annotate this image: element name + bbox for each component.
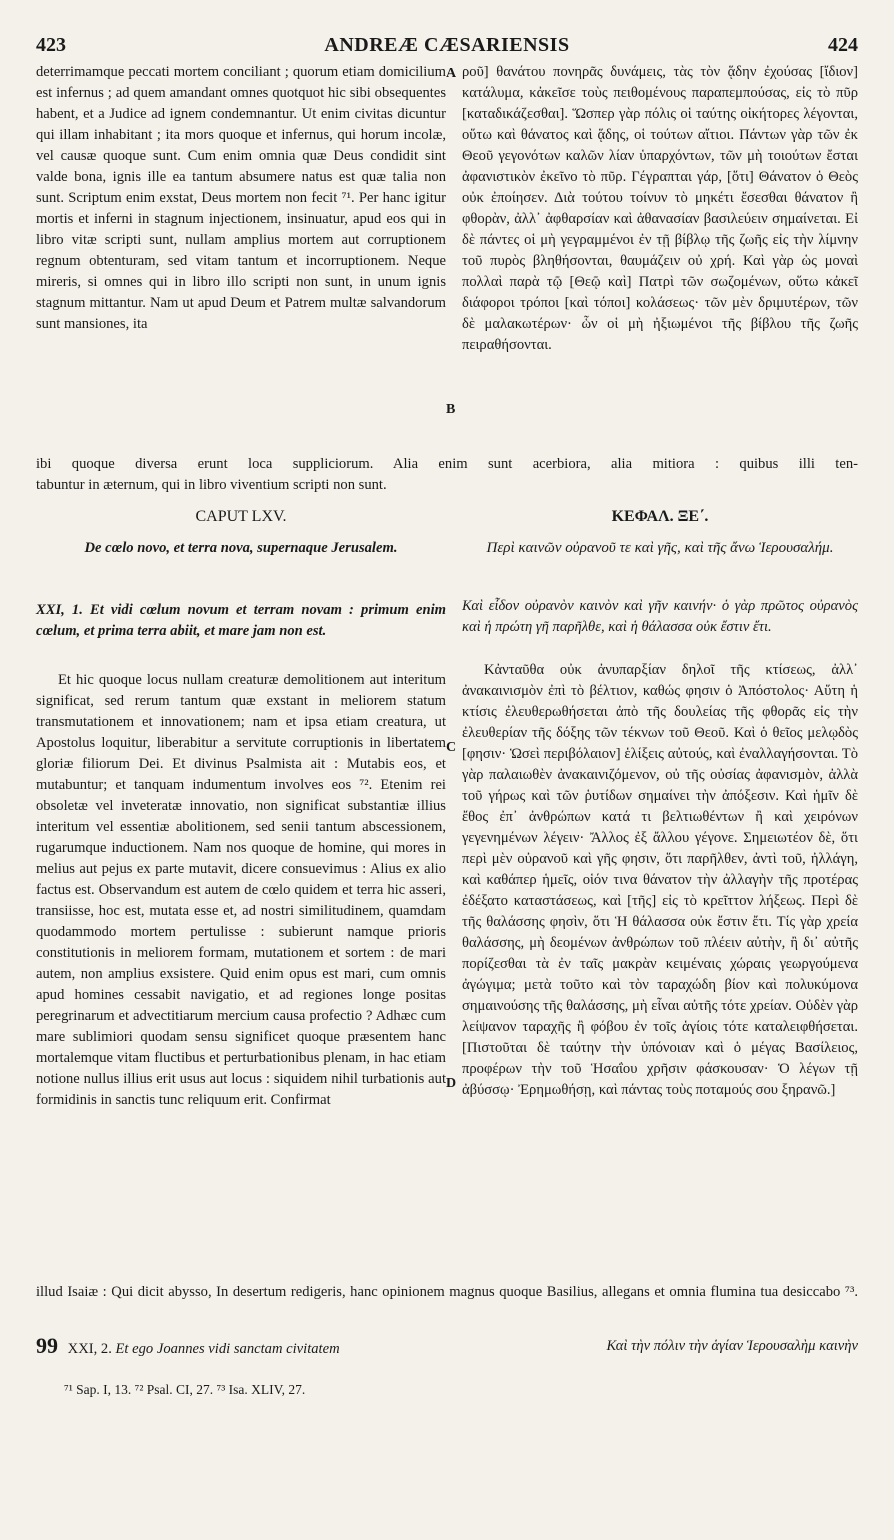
chapter-subtitle-greek: Περὶ καινῶν οὐρανοῦ τε καὶ γῆς, καὶ τῆς ἄνω Ἱερουσαλήμ. — [486, 540, 834, 556]
greek-paragraph: ροῦ] θανάτου πονηρᾶς δυνάμεις, τὰς τὸν ᾅδην ἐχούσας [ἴδιον] κατάλυμα, κἀκεῖσε τοὺς πειθομένους παραπεμπούσας, εἰς τὸ πῦρ [καταδικάζεσθαι]. Ὥσπερ γὰρ πόλις οἱ ταύτης οἰκήτορες λέγονται, οὕτω καὶ θάνατος καὶ ᾅδης, οἱ τούτων αἴτιοι. Πάντων γὰρ τῶν ἐκ Θεοῦ γεγονότων καλῶν λίαν ὑπαρχόντων, τῶν μὴ τοιούτων ἔσται ἀφανιστικὸν ἐκεῖνο τὸ πῦρ. Γέγραπται γάρ, [ὅτι] Θάνατον ὁ Θεὸς οὐκ ἐποίησεν. Διὰ τούτου τοίνυν τὸ μηκέτι ἔσεσθαι θάνατον ἢ φθορὰν, ἀλλ᾽ ἀφθαρσίαν καὶ ἀθανασίαν βασιλεύειν σημαίνεται. Εἰ δὲ πάντες οἱ μὴ γεγραμμένοι ἐν τῇ βίβλῳ τῆς ζωῆς εἰς τὴν λίμνην τοῦ πυρὸς βληθήσονται, θαυμάζειν οὐ χρή. Καὶ γὰρ ὡς μοναὶ πολλαὶ παρὰ τῷ [Θεῷ καὶ] Πατρὶ τῶν σωζομένων, οὕτω κἀκεῖ διάφοροι τρόποι [καὶ τόποι] κολάσεως· τῶν μὲν δριμυτέρων, τῶν δὲ μαλακωτέρων· ὧν οἱ μὴ ἠξιωμένοι τῆς βίβλου τῆς ζωῆς πειραθήσονται. — [462, 64, 858, 353]
latin-column-top — [36, 62, 446, 335]
full-width-line: illud Isaiæ : Qui dicit abysso, In desertum redigeris, hanc opinionem magnus quoque Basilius, allegans et omnia flumina tua desiccabo ⁷³. — [36, 1284, 858, 1300]
lemma-latin: XXI, 1. Et vidi cœlum novum et terram novam : primum enim cœlum, et prima terra abiit, et mare jam non est. — [36, 602, 446, 639]
verse-latin — [36, 1334, 446, 1361]
full-width-line: ibi quoque diversa erunt loca suppliciorum. Alia enim sunt acerbiora, alia mitiora : quibus illi ten- — [36, 456, 858, 472]
chapter-heading-latin: CAPUT LXV. — [195, 508, 287, 525]
greek-column-body — [462, 660, 858, 1101]
chapter-subtitle-latin: De cœlo novo, et terra nova, supernaque Jerusalem. — [84, 540, 398, 556]
verse-text: Et ego Joannes vidi sanctam civitatem — [115, 1341, 340, 1357]
page-header — [36, 34, 858, 60]
lemma-greek: Καὶ εἶδον οὐρανὸν καινὸν καὶ γῆν καινήν· ὁ γὰρ πρῶτος οὐρανὸς καὶ ἡ πρώτη γῆ παρῆλθε, καὶ ἡ θάλασσα οὐκ ἔστιν ἔτι. — [462, 598, 858, 635]
latin-paragraph: Et hic quoque locus nullam creaturæ demolitionem aut interitum significat, sed rerum tantum quæ exstant in meliorem statum transmutationem et innovationem; nam et ipsa etiam creatura, ut Apostolus loquitur, liberabitur a servitute corruptionis in libertatem gloriæ filiorum Dei. Et divinus Psalmista ait : Mutabis eos, et mutabuntur; et tanquam indumentum involves eos ⁷². Etenim rei obsoletæ vel inveteratæ innovatio, non significat substantiæ illius interitum vel essentiæ abolitionem, sed senii tantum abscessionem, rugarumque inductionem. Nam nos quoque de homine, qui mores in melius aut pejus ex parte mutavit, dicere consuevimus : Alius ex alio factus est. Observandum est autem de cœlo quidem et terra hic asseri, transiisse, hoc est, mutata esse et, ad nostri similitudinem, quamdam quodammodo mortem pertulisse : subierunt namque prioris constitutionis in meliorem formam, mutationem et sortem : de mari autem, non amplius exsistere. Quid enim opus est mari, cum omnis apud homines cessabit navigatio, et ad regiones longe positas peregrinarum et advectitiarum mercium causa profectio ? Adhæc cum mare sublimiori quodam sensu significet quoque præsentem hanc mortalemque vitam fluctibus et perturbationibus plenam, in hac etiam notione nullus illius erit usus aut locus : siquidem nihil turbationis aut formidinis in sanctis tunc reliquum erit. Confirmat — [36, 672, 446, 1108]
latin-paragraph: deterrimamque peccati mortem conciliant ; quorum etiam domicilium est infernus ; ad quem amandant omnes quotquot hic sibi obsequentes habent, et a Judice ad ignem condemnantur. Ut enim civitas dicuntur qui illam inhabitant ; ita mors quoque et infernus, qui horum incolæ, vel causæ quoque sunt. Cum enim omnia quæ Deus condidit sint valde bona, ignis ille ea tantum absumere natus est quæ talia non sunt. Scriptum enim exstat, Deus mortem non fecit ⁷¹. Per hanc igitur mortis et inferni in stagnum injectionem, insinuatur, apud eos qui in libro vitæ scripti sunt, nullam amplius mortem aut corruptionem regnum obtenturam, sed vitam tantum et incorruptionem. Neque mireris, si omnes qui in libro illo scripti non sunt, in unum ignis stagnum mittantur. Nam ut apud Deum et Patrem multæ salvandorum sunt mansiones, ita — [36, 64, 446, 332]
page-number-left: 423 — [36, 34, 66, 56]
margin-letter-c: C — [446, 740, 457, 755]
running-title: ANDREÆ CÆSARIENSIS — [324, 34, 570, 56]
margin-letter-a: A — [446, 66, 457, 81]
page-number-right: 424 — [828, 34, 858, 56]
margin-letter-b: B — [446, 402, 456, 417]
greek-column-top — [462, 62, 858, 356]
greek-paragraph: Κἀνταῦθα οὐκ ἀνυπαρξίαν δηλοῖ τῆς κτίσεως, ἀλλ᾽ ἀνακαινισμὸν ἐπὶ τὸ βέλτιον, καθώς φησιν ὁ Ἀπόστολος· Αὕτη ἡ κτίσις ἐλευθερωθήσεται ἀπὸ τῆς δουλείας τῆς φθορᾶς εἰς τὴν ἐλευθερίαν τῆς δόξης τῶν τέκνων τοῦ Θεοῦ. Καὶ ὁ θεῖος μελῳδὸς [φησιν· Ὡσεὶ περιβόλαιον] ἑλίξεις αὐτούς, καὶ ἐναλλαγήσονται. Τὸ γὰρ παλαιωθὲν ἀνακαινιζόμενον, οὐ τῆς οὐσίας ἀφανισμὸν, ἀλλὰ τοῦ γήρως καὶ τῶν ῥυτίδων σημαίνει τὴν ἀπόξεσιν. Καὶ ἡμῖν δὲ ἔθος ἐπ᾽ ἀνθρώπων κατά τι βελτιωθέντων ἢ καὶ χειρόνων γεγενημένων λέγειν· Ἄλλος ἐξ ἄλλου γέγονε. Σημειωτέον δὲ, ὅτι περὶ μὲν οὐρανοῦ καὶ γῆς φησιν, ὅτι παρῆλθεν, ἀντὶ τοῦ, ἠλλάγη, καὶ καθάπερ ἡμεῖς, οἱόν τινα θάνατον τὴν ἀλλαγὴν τῆς προτέρας ἐδέξατο καταστάσεως, καὶ [τῆς] εἰς τὸ κρεῖττον λήξεως. Περὶ δὲ τῆς θαλάσσης φησὶν, ὅτι Ἡ θάλασσα οὐκ ἔστιν ἔτι. Τίς γὰρ χρεία θαλάσσης, μὴ δεομένων ἀνθρώπων τοῦ πλέειν αὐτὴν, ἢ δι᾽ αὐτῆς πορίζεσθαι τὰ ἐν ταῖς μακρὰν κειμέναις χώραις γεωργούμενα ἀγώγιμα; μετὰ τοῦτο καὶ τὸν ταραχώδη βίον καὶ πολυκύμονα σημαινούσης τῆς θαλάσσης, μὴ εἶναι αὐτῆς τότε χρείαν. Οὐδὲν γὰρ λείψανον ταραχῆς ἢ φόβου ἐν τοῖς ἁγίοις τότε καταλειφθήσεται. [Πιστοῦται δὲ ταύτην τὴν ὑπόνοιαν καὶ ὁ μέγας Βασίλειος, προφέρων τὴν τοῦ Ἡσαΐου χρῆσιν φάσκουσαν· Ὁ λέγων τῇ ἀβύσσῳ· Ἐρημωθήσῃ, καὶ πάντας τοὺς ποταμούς σου ξηρανῶ.] — [462, 662, 858, 1098]
footnotes: ⁷¹ Sap. I, 13. ⁷² Psal. CI, 27. ⁷³ Isa. XLIV, 27. — [64, 1382, 306, 1397]
verse-greek: Καὶ τὴν πόλιν τὴν ἁγίαν Ἱερουσαλὴμ καινὴν — [606, 1338, 858, 1354]
latin-column-body — [36, 670, 446, 1111]
column-number: 99 — [36, 1333, 58, 1358]
full-width-line: tabuntur in æternum, qui in libro viventium scripti non sunt. — [36, 477, 387, 493]
verse-reference: XXI, 2. — [67, 1341, 112, 1357]
chapter-heading-greek: ΚΕΦΑΛ. ΞΕ΄. — [611, 508, 709, 525]
margin-letter-d: D — [446, 1076, 457, 1091]
